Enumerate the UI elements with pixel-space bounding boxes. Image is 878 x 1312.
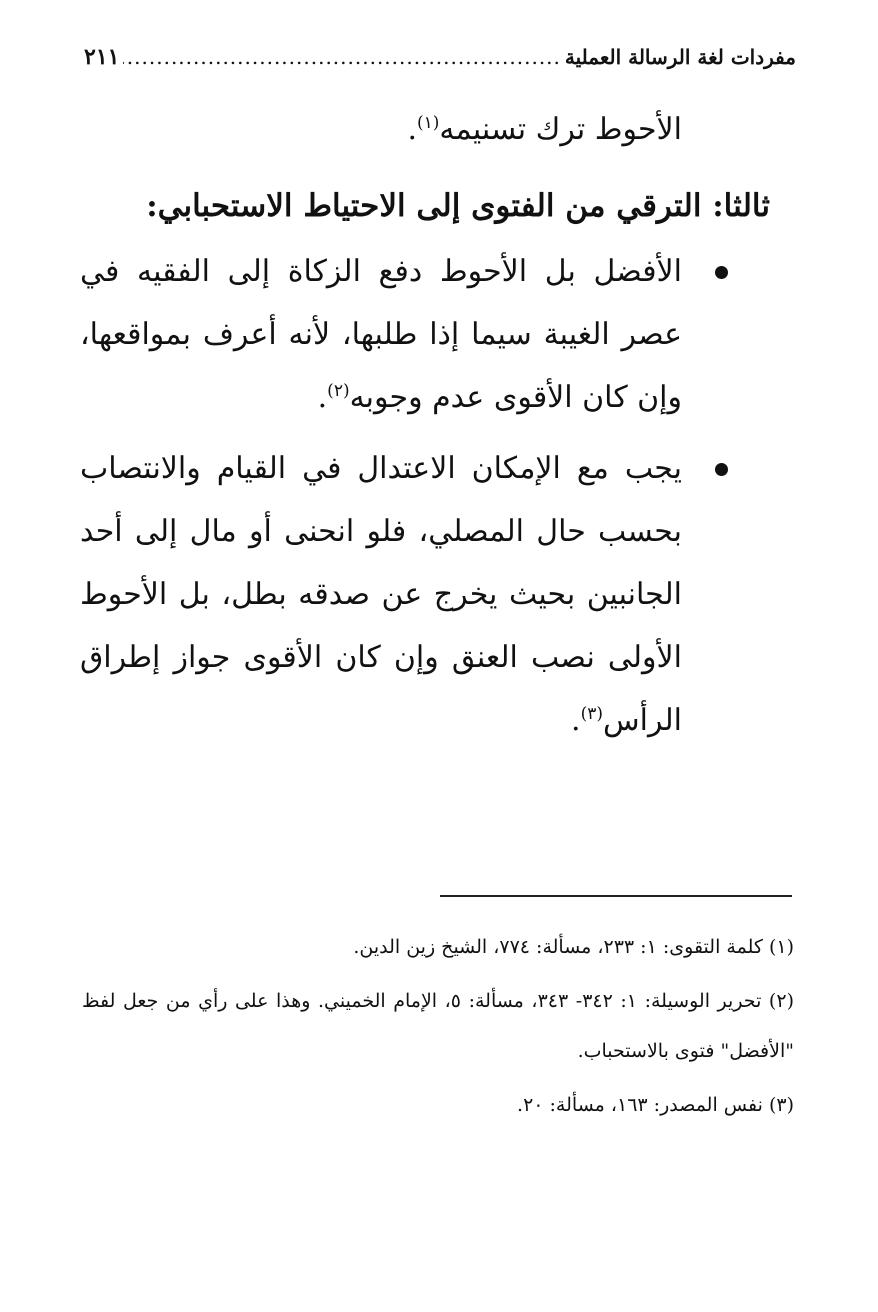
- running-title: مفردات لغة الرسالة العملية: [564, 45, 796, 69]
- lead-text: الأحوط ترك تسنيمه: [439, 112, 682, 147]
- footnote: (١) كلمة التقوى: ١: ٢٣٣، مسألة: ٧٧٤، الشيخ زين الدين.: [353, 936, 794, 958]
- running-header: [84, 44, 796, 80]
- lead-paragraph: [80, 96, 750, 164]
- footnote-divider: [440, 895, 792, 897]
- list-item-text: الأفضل بل الأحوط دفع الزكاة إلى الفقيه في عصر الغيبة سيما إذا طلبها، لأنه أعرف بمواقعها، وإن كان الأقوى عدم وجوبه: [80, 254, 682, 415]
- footnote-ref-3: (٣): [580, 704, 604, 724]
- section-heading: ثالثا: الترقي من الفتوى إلى الاحتياط الاستحبابي:: [146, 188, 770, 224]
- footnote-ref-2: (٢): [327, 381, 350, 401]
- list-item-text: يجب مع الإمكان الاعتدال في القيام والانتصاب بحسب حال المصلي، فلو انحنى أو مال إلى أحد الجانبين بحيث يخرج عن صدقه بطل، بل الأحوط الأولى نصب العنق وإن كان الأقوى جواز إطراق الرأس: [80, 451, 682, 738]
- page-number: ٢١١: [84, 44, 120, 70]
- main-text: [80, 96, 770, 760]
- list-item-end: .: [571, 703, 581, 738]
- footnote: (٢) تحرير الوسيلة: ١: ٣٤٢- ٣٤٣، مسألة: ٥، الإمام الخميني. وهذا على رأي من جعل لفظ "الأفضل" فتوى بالاستحباب.: [82, 990, 794, 1062]
- list-item-end: .: [317, 380, 328, 415]
- footnote-ref-1: (١): [417, 113, 440, 133]
- list-item: [80, 240, 750, 429]
- bullet-icon: [715, 463, 728, 476]
- footnote: (٣) نفس المصدر: ١٦٣، مسألة: ٢٠.: [517, 1094, 794, 1116]
- bullet-icon: [715, 266, 728, 279]
- lead-end: .: [407, 112, 417, 147]
- footnotes: [82, 922, 794, 1134]
- leader-dots: [123, 45, 560, 69]
- list-item: [80, 437, 750, 752]
